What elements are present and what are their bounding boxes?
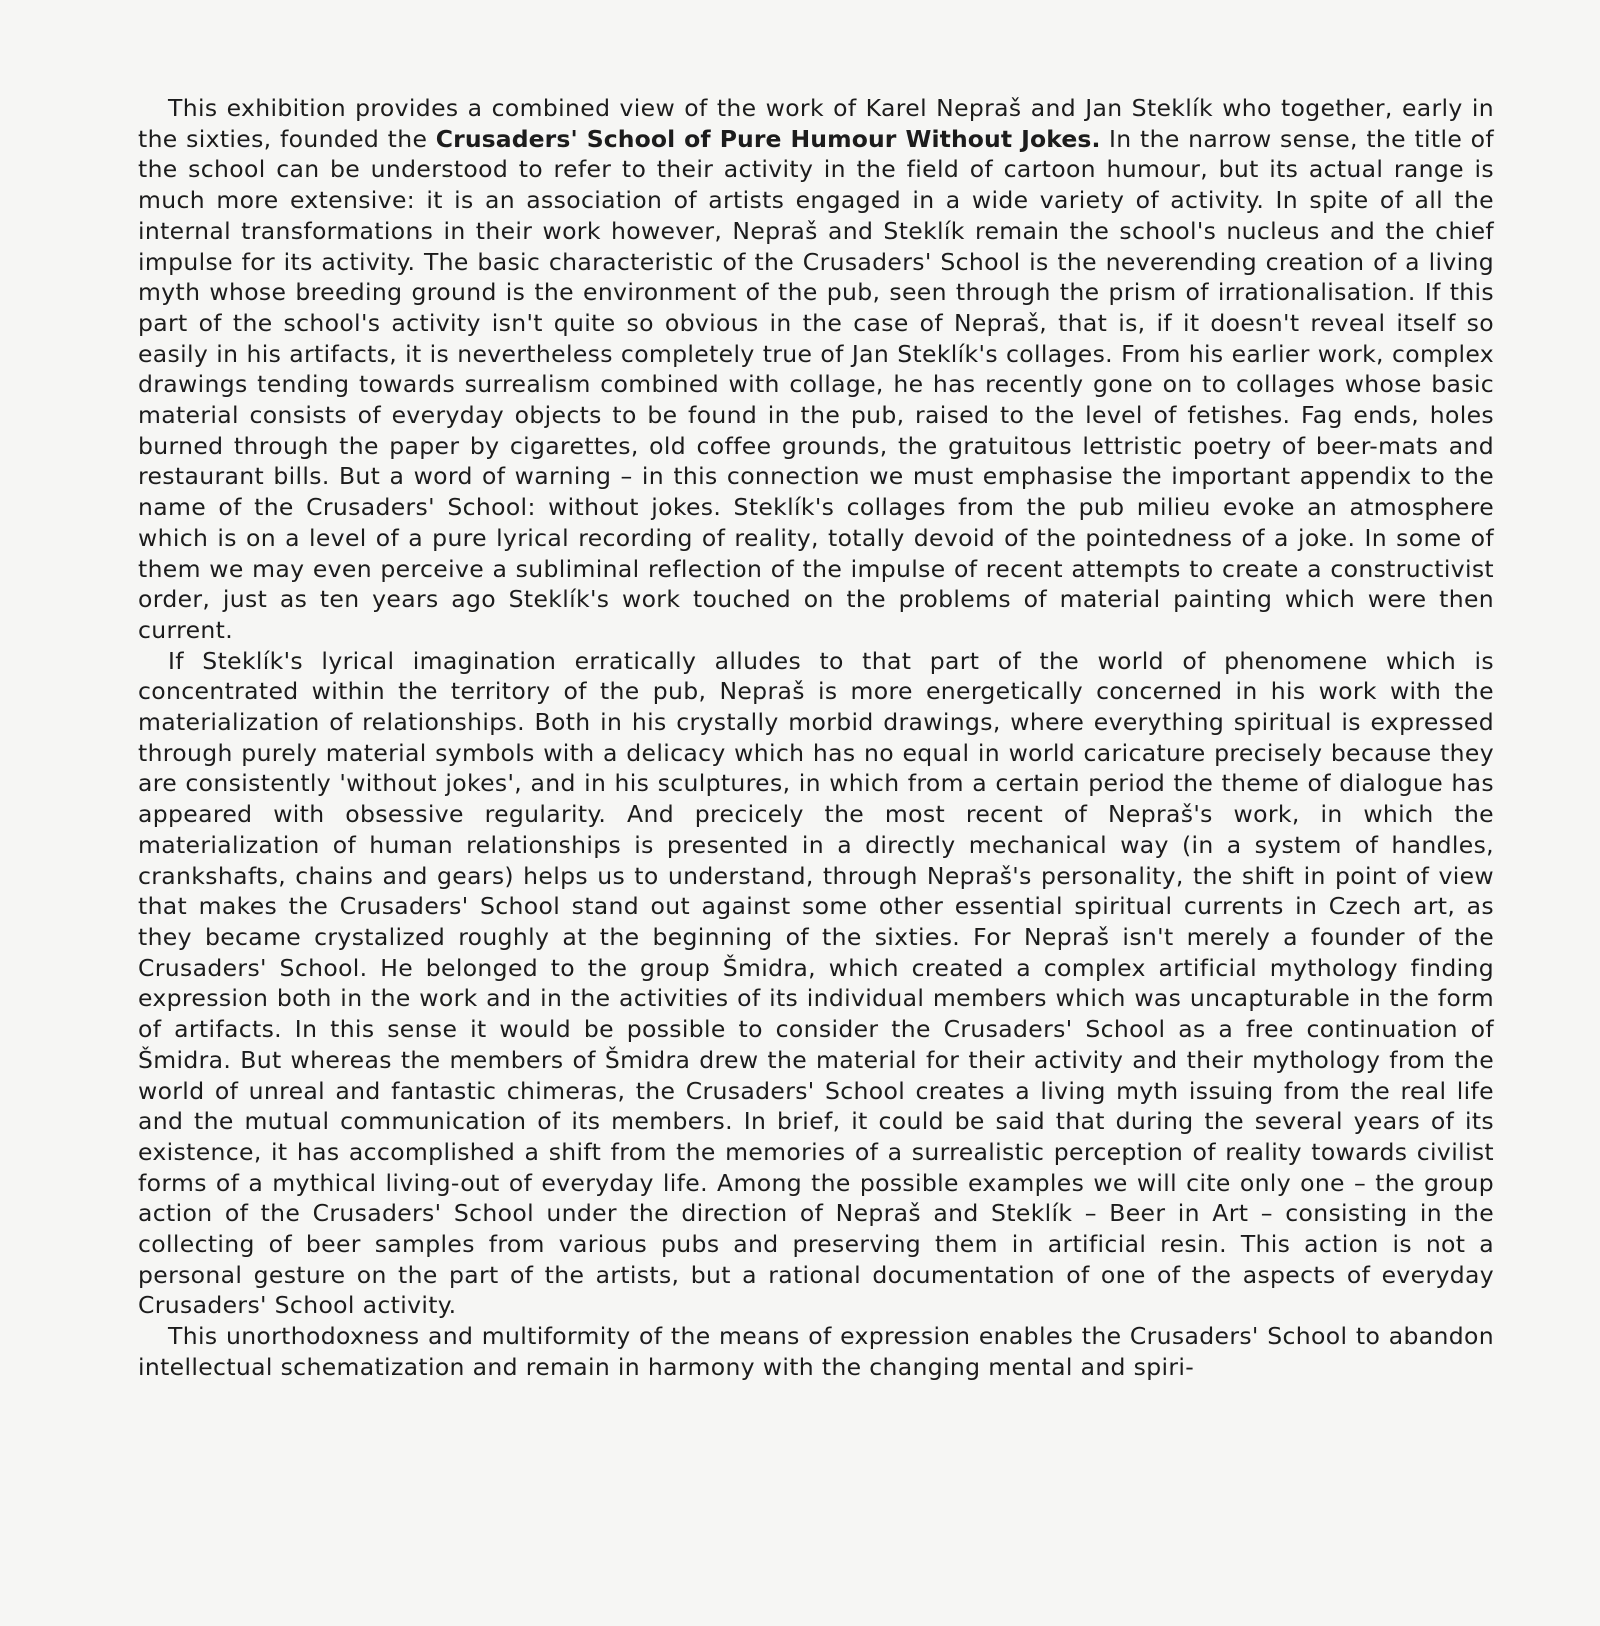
- paragraph-1-text-end: In the narrow sense, the title of the school can be understood to refer to their activity in the field of cartoon humour, but its actual range is much more extensive: it is an association of artists engaged in a wide variety of activity. In spite of all the internal transformations in their work however, Nepraš and Steklík remain the school's nucleus and the chief impulse for its activity. The basic characteristic of the Crusaders' School is the neverending creation of a living myth whose breeding ground is the environment of the pub, seen through the prism of irrationalisation. If this part of the school's activity isn't quite so obvious in the case of Nepraš, that is, if it doesn't reveal itself so easily in his artifacts, it is nevertheless completely true of Jan Steklík's collages. From his earlier work, complex drawings tending towards surrealism combined with collage, he has recently gone on to collages whose basic material consists of everyday objects to be found in the pub, raised to the level of fetishes. Fag ends, holes burned through the paper by cigarettes, old coffee grounds, the gratuitous lettristic poetry of beer-mats and restaurant bills. But a word of warning – in this connection we must emphasise the important appendix to the name of the Crusaders' School: without jokes. Steklík's collages from the pub milieu evoke an atmosphere which is on a level of a pure lyrical recording of reality, totally devoid of the pointedness of a joke. In some of them we may even perceive a subliminal reflection of the impulse of recent attempts to create a constructivist order, just as ten years ago Steklík's work touched on the problems of material painting which were then current.: [138, 124, 1495, 644]
- paragraph-1: [138, 93, 1494, 646]
- paragraph-2: If Steklík's lyrical imagination erratically alludes to that part of the world of phenomene which is concentrated within the territory of the pub, Nepraš is more energetically concerned in his work with the materialization of relationships. Both in his crystally morbid drawings, where everything spiritual is expressed through purely material symbols with a delicacy which has no equal in world caricature precisely because they are consistently 'without jokes', and in his sculptures, in which from a certain period the theme of dialogue has appeared with obsessive regularity. And precicely the most recent of Nepraš's work, in which the materialization of human relationships is presented in a directly mechanical way (in a system of handles, crankshafts, chains and gears) helps us to understand, through Nepraš's personality, the shift in point of view that makes the Crusaders' School stand out against some other essential spiritual currents in Czech art, as they became crystalized roughly at the beginning of the sixties. For Nepraš isn't merely a founder of the Crusaders' School. He belonged to the group Šmidra, which created a complex artificial mythology finding expression both in the work and in the activities of its individual members which was uncapturable in the form of artifacts. In this sense it would be possible to consider the Crusaders' School as a free continuation of Šmidra. But whereas the members of Šmidra drew the material for their activity and their mythology from the world of unreal and fantastic chimeras, the Crusaders' School creates a living myth issuing from the real life and the mutual communication of its members. In brief, it could be said that during the several years of its existence, it has accomplished a shift from the memories of a surrealistic perception of reality towards civilist forms of a mythical living-out of everyday life. Among the possible examples we will cite only one – the group action of the Crusaders' School under the direction of Nepraš and Steklík – Beer in Art – consisting in the collecting of beer samples from various pubs and preserving them in artificial resin. This action is not a personal gesture on the part of the artists, but a rational documentation of one of the aspects of everyday Crusaders' School activity.: [138, 646, 1494, 1320]
- paragraph-3: This unorthodoxness and multiformity of the means of expression enables the Crusaders' School to abandon intellectual schematization and remain in harmony with the changing mental and spiri-: [138, 1322, 1494, 1381]
- body-text: [138, 93, 1494, 1383]
- school-name-bold: Crusaders' School of Pure Humour Without Jokes.: [435, 124, 1101, 153]
- paragraph-1-text-start: This exhibition provides a combined view of the work of Karel Nepraš and Jan Steklík who together, early in the sixties, founded the: [138, 94, 1494, 153]
